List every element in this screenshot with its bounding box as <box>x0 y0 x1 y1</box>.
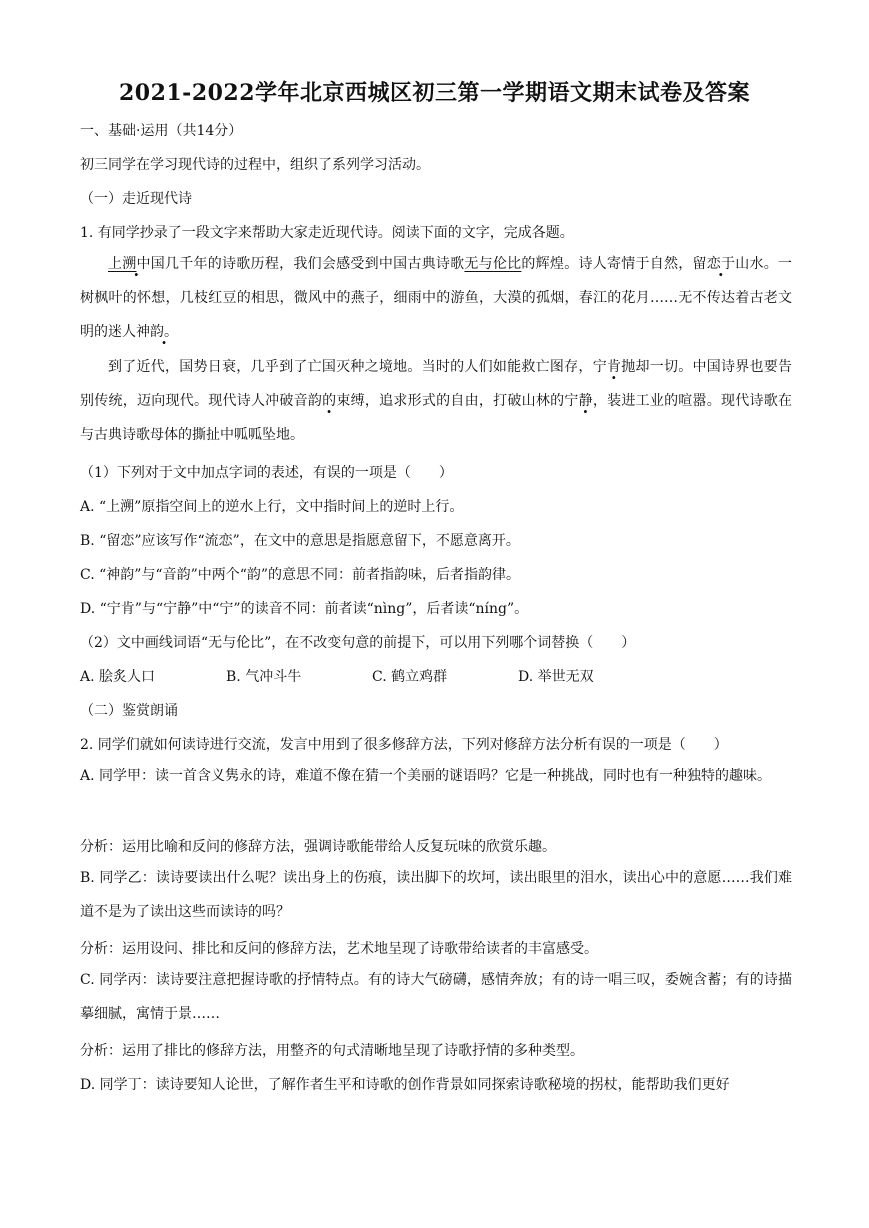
dotted-word: 神韵 <box>136 324 164 340</box>
option-d: D. 举世无双 <box>518 669 594 685</box>
analysis-c: 分析：运用了排比的修辞方法，用整齐的句式清晰地呈现了诗歌抒情的多种类型。 <box>80 1043 584 1059</box>
options-row <box>80 667 664 687</box>
option-b: B. 气冲斗牛 <box>226 669 302 685</box>
intro-text: 初三同学在学习现代诗的过程中，组织了系列学习活动。 <box>80 157 430 173</box>
section-heading: 一、基础·运用（共14分） <box>80 123 243 139</box>
option-c: C. “神韵”与“音韵”中两个“韵”的意思不同：前者指韵味，后者指韵律。 <box>80 567 521 583</box>
option-b: B. “留恋”应该写作“流恋”，在文中的意思是指愿意留下，不愿意离开。 <box>80 533 520 549</box>
passage-paragraph-2: 到了近代，国势日衰，几乎到了亡国灭种之境地。当时的人们如能救亡图存，宁肯抛却一切。中国诗界也要告别传统，迈向现代。现代诗人冲破音韵的束缚，追求形式的自由，打破山林的宁静，装进工业的喧嚣。现代诗歌在与古典诗歌母体的撕扯中呱呱坠地。 <box>80 359 793 443</box>
question-stem: 2. 同学们就如何读诗进行交流，发言中用到了很多修辞方法，下列对修辞方法分析有误的一项是（ ） <box>80 737 728 753</box>
question-stem: 1. 有同学抄录了一段文字来帮助大家走近现代诗。阅读下面的文字，完成各题。 <box>80 225 574 241</box>
analysis-a: 分析：运用比喻和反问的修辞方法，强调诗歌能带给人反复玩味的欣赏乐趣。 <box>80 839 556 855</box>
option-a: A. 脍炙人口 <box>80 669 156 685</box>
subquestion-stem: （2）文中画线词语“无与伦比”，在不改变句意的前提下，可以用下列哪个词替换（ ） <box>80 635 636 651</box>
option-c: C. 鹤立鸡群 <box>372 669 448 685</box>
dotted-word: 宁 <box>564 393 579 409</box>
dotted-word: 韵 <box>307 393 323 409</box>
option-b: B. 同学乙：读诗要读出什么呢？读出身上的伤痕，读出脚下的坎坷，读出眼里的泪水，读出心中的意愿……我们难道不是为了读出这些而读诗的吗？ <box>80 870 792 920</box>
option-d: D. 同学丁：读诗要知人论世，了解作者生平和诗歌的创作背景如同探索诗歌秘境的拐杖，能帮助我们更好 <box>80 1077 730 1093</box>
option-d: D. “宁肯”与“宁静”中“宁”的读音不同：前者读“nìng”，后者读“níng”。 <box>80 601 529 617</box>
passage-paragraph-1: 上溯中国几千年的诗歌历程，我们会感受到中国古典诗歌无与伦比的辉煌。诗人寄情于自然，留恋于山水。一树枫叶的怀想，几枝红豆的相思，微风中的燕子，细雨中的游鱼，大漠的孤烟，春江的花月……无不传达着古老文明的迷人神韵。 <box>80 256 793 340</box>
subquestion-stem: （1）下列对于文中加点字词的表述，有误的一项是（ ） <box>80 465 453 481</box>
analysis-b: 分析：运用设问、排比和反问的修辞方法，艺术地呈现了诗歌带给读者的丰富感受。 <box>80 941 598 957</box>
option-c: C. 同学丙：读诗要注意把握诗歌的抒情特点。有的诗大气磅礴，感情奔放；有的诗一唱三叹，委婉含蓄；有的诗描摹细腻，寓情于景…… <box>80 972 792 1022</box>
underlined-word: 无与伦比 <box>464 256 522 272</box>
dotted-underlined-word: 上溯 <box>108 256 137 272</box>
option-a: A. 同学甲：读一首含义隽永的诗，难道不像在猜一个美丽的谜语吗？它是一种挑战，同时也有一种独特的趣味。 <box>80 768 772 784</box>
dotted-word: 留恋 <box>692 256 722 272</box>
document-title: 2021-2022学年北京西城区初三第一学期语文期末试卷及答案 <box>118 80 751 106</box>
part-heading: （一）走近现代诗 <box>80 191 192 207</box>
part-heading: （二）鉴赏朗诵 <box>80 703 178 719</box>
option-a: A. “上溯”原指空间上的逆水上行，文中指时间上的逆时上行。 <box>80 499 464 515</box>
dotted-word: 宁 <box>592 359 607 375</box>
